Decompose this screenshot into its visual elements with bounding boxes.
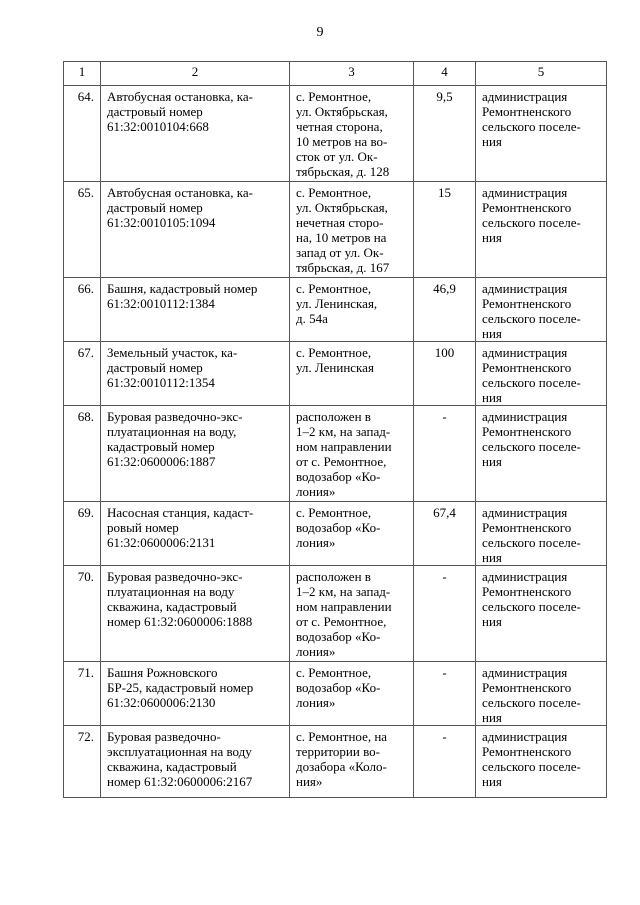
table-header-row: [64, 62, 607, 86]
object-area: 100: [414, 342, 476, 406]
row-number: 70.: [64, 566, 101, 662]
object-owner: администрация Ремонтненского сельского поселе- ния: [476, 86, 607, 182]
object-name: Автобусная остановка, ка- дастровый номер 61:32:0010105:1094: [101, 182, 290, 278]
object-area: -: [414, 726, 476, 798]
object-name: Башня Рожновского БР-25, кадастровый номер 61:32:0600006:2130: [101, 662, 290, 726]
object-area: 9,5: [414, 86, 476, 182]
object-owner: администрация Ремонтненского сельского поселе- ния: [476, 502, 607, 566]
object-location: с. Ремонтное, на территории во- дозабора «Коло- ния»: [290, 726, 414, 798]
object-name: Башня, кадастровый номер 61:32:0010112:1384: [101, 278, 290, 342]
object-name: Насосная станция, кадаст- ровый номер 61:32:0600006:2131: [101, 502, 290, 566]
column-header: 4: [414, 62, 476, 86]
object-area: 15: [414, 182, 476, 278]
table-row: [64, 502, 607, 566]
object-owner: администрация Ремонтненского сельского поселе- ния: [476, 278, 607, 342]
column-header: 5: [476, 62, 607, 86]
object-location: расположен в 1–2 км, на запад- ном направлении от с. Ремонтное, водозабор «Ко- лония»: [290, 566, 414, 662]
table-row: [64, 662, 607, 726]
page-number: 9: [316, 25, 324, 40]
object-location: с. Ремонтное, ул. Ленинская: [290, 342, 414, 406]
row-number: 69.: [64, 502, 101, 566]
row-number: 66.: [64, 278, 101, 342]
table-row: [64, 278, 607, 342]
row-number: 67.: [64, 342, 101, 406]
table-row: [64, 86, 607, 182]
row-number: 64.: [64, 86, 101, 182]
table-row: [64, 726, 607, 798]
column-header: 3: [290, 62, 414, 86]
registry-table: [63, 61, 607, 798]
object-area: -: [414, 662, 476, 726]
row-number: 68.: [64, 406, 101, 502]
object-area: 67,4: [414, 502, 476, 566]
object-location: с. Ремонтное, водозабор «Ко- лония»: [290, 502, 414, 566]
table-row: [64, 566, 607, 662]
object-location: с. Ремонтное, ул. Ленинская, д. 54а: [290, 278, 414, 342]
object-name: Буровая разведочно-экс- плуатационная на воду, кадастровый номер 61:32:0600006:1887: [101, 406, 290, 502]
column-header: 2: [101, 62, 290, 86]
object-owner: администрация Ремонтненского сельского поселе- ния: [476, 662, 607, 726]
row-number: 72.: [64, 726, 101, 798]
object-owner: администрация Ремонтненского сельского поселе- ния: [476, 566, 607, 662]
object-name: Буровая разведочно-экс- плуатационная на воду скважина, кадастровый номер 61:32:0600006:1888: [101, 566, 290, 662]
object-owner: администрация Ремонтненского сельского поселе- ния: [476, 342, 607, 406]
object-owner: администрация Ремонтненского сельского поселе- ния: [476, 406, 607, 502]
table-row: [64, 342, 607, 406]
object-location: с. Ремонтное, водозабор «Ко- лония»: [290, 662, 414, 726]
row-number: 71.: [64, 662, 101, 726]
object-area: -: [414, 406, 476, 502]
object-location: с. Ремонтное, ул. Октябрьская, нечетная сторо- на, 10 метров на запад от ул. Ок- тябрьская, д. 167: [290, 182, 414, 278]
object-area: -: [414, 566, 476, 662]
table-row: [64, 406, 607, 502]
row-number: 65.: [64, 182, 101, 278]
object-area: 46,9: [414, 278, 476, 342]
object-name: Буровая разведочно- эксплуатационная на воду скважина, кадастровый номер 61:32:0600006:2167: [101, 726, 290, 798]
object-location: расположен в 1–2 км, на запад- ном направлении от с. Ремонтное, водозабор «Ко- лония»: [290, 406, 414, 502]
object-owner: администрация Ремонтненского сельского поселе- ния: [476, 726, 607, 798]
table-row: [64, 182, 607, 278]
object-name: Земельный участок, ка- дастровый номер 61:32:0010112:1354: [101, 342, 290, 406]
column-header: 1: [64, 62, 101, 86]
object-owner: администрация Ремонтненского сельского поселе- ния: [476, 182, 607, 278]
object-location: с. Ремонтное, ул. Октябрьская, четная сторона, 10 метров на во- сток от ул. Ок- тябрьская, д. 128: [290, 86, 414, 182]
object-name: Автобусная остановка, ка- дастровый номер 61:32:0010104:668: [101, 86, 290, 182]
